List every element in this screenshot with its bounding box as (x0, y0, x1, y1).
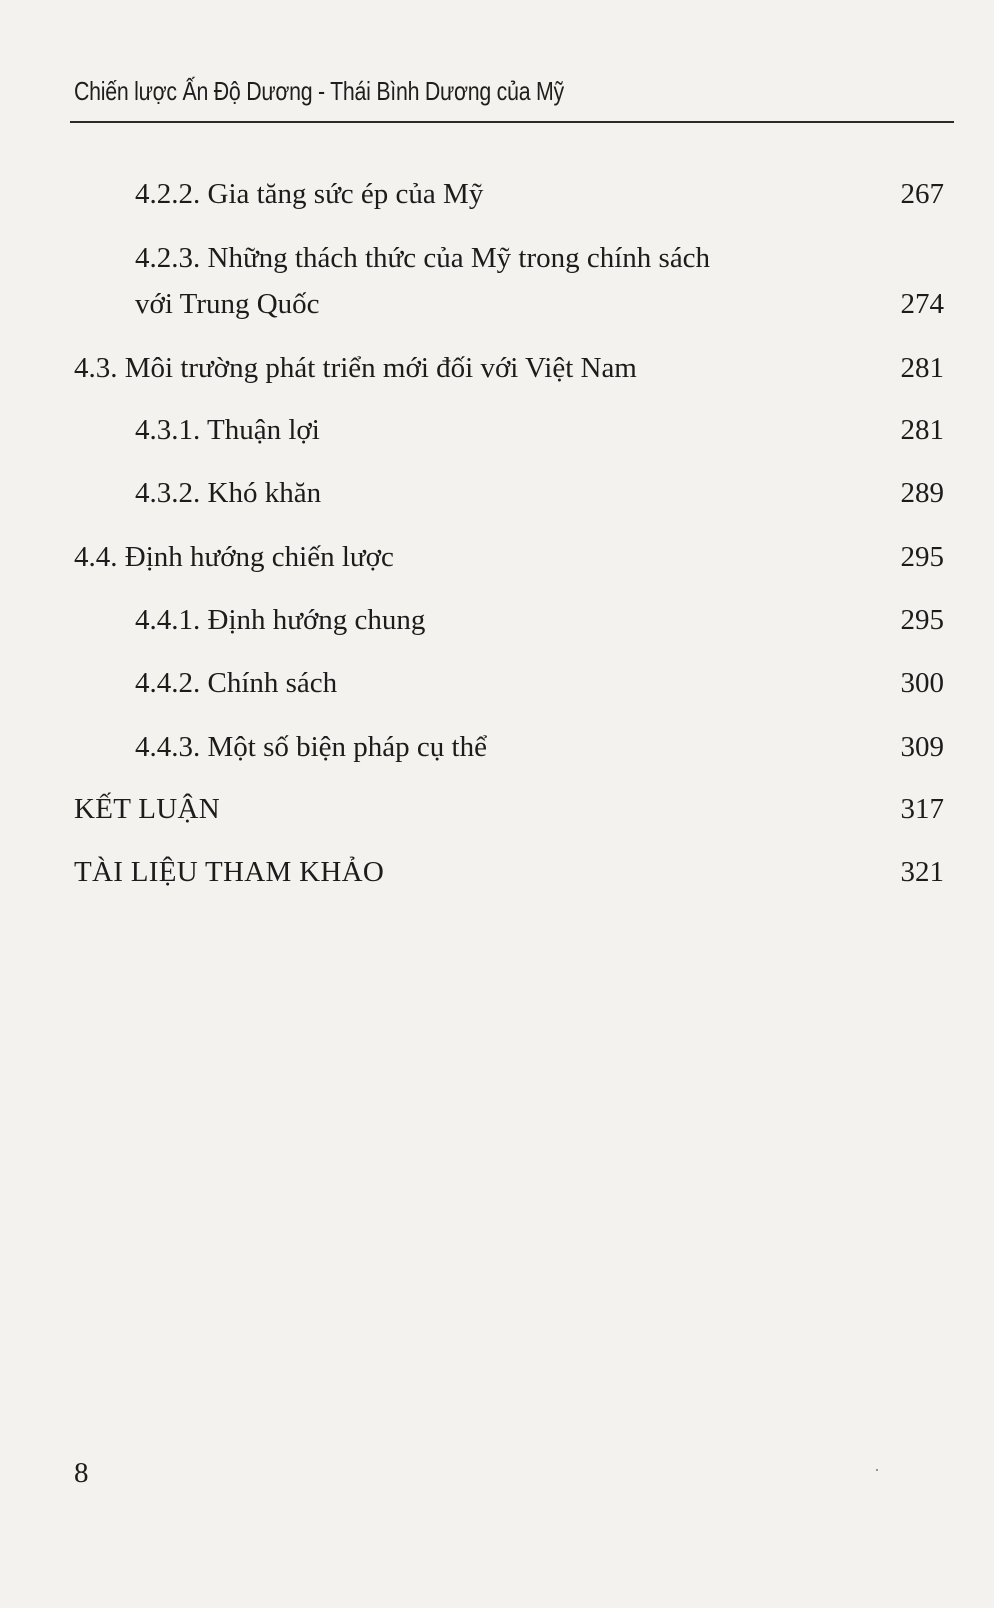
toc-entry-title: Những thách thức của Mỹ trong chính sách (207, 242, 711, 274)
toc-entry-references: TÀI LIỆU THAM KHẢO (74, 856, 385, 888)
toc-entry-title: Định hướng chung (207, 604, 426, 636)
paper-speck (876, 1469, 878, 1471)
toc-entry-page: 317 (900, 793, 944, 825)
toc-entry-title: Gia tăng sức ép của Mỹ (207, 178, 484, 210)
toc-entry-title: Định hướng chiến lược (124, 541, 394, 573)
toc-entry-4-4-1 (135, 603, 425, 637)
toc-entry-page: 295 (900, 541, 944, 573)
toc-entry-title: Thuận lợi (206, 414, 320, 446)
toc-entry-number: 4.2.2. (135, 178, 201, 210)
toc-entry-4-4-2 (135, 666, 337, 700)
toc-entry-4-3-2 (135, 476, 321, 510)
toc-entry-number: 4.3.1. (135, 414, 201, 446)
header-divider (70, 121, 954, 123)
toc-entry-4-4 (74, 540, 394, 574)
toc-entry-page: 281 (900, 414, 944, 446)
toc-entry-title: Một số biện pháp cụ thể (207, 731, 487, 763)
toc-entry-number: 4.4.1. (135, 604, 201, 636)
running-header: Chiến lược Ấn Độ Dương - Thái Bình Dương của Mỹ (74, 76, 564, 106)
toc-entry-4-2-3-continued: với Trung Quốc (135, 288, 320, 320)
toc-entry-4-3 (74, 351, 637, 385)
toc-entry-title: Môi trường phát triển mới đối với Việt Nam (124, 352, 637, 384)
toc-entry-4-2-3 (135, 241, 710, 275)
toc-entry-number: 4.4.2. (135, 667, 201, 699)
toc-entry-number: 4.4. (74, 541, 118, 573)
toc-entry-page: 274 (900, 288, 944, 320)
toc-entry-4-3-1 (135, 413, 320, 447)
toc-entry-title: Chính sách (207, 667, 338, 699)
toc-entry-page: 267 (900, 178, 944, 210)
toc-entry-page: 321 (900, 856, 944, 888)
toc-entry-page: 309 (900, 731, 944, 763)
toc-entry-page: 289 (900, 477, 944, 509)
page-number: 8 (74, 1457, 89, 1489)
toc-entry-page: 295 (900, 604, 944, 636)
toc-entry-number: 4.2.3. (135, 242, 201, 274)
toc-entry-page: 300 (900, 667, 944, 699)
toc-entry-4-2-2 (135, 177, 483, 211)
toc-entry-conclusion: KẾT LUẬN (74, 793, 221, 825)
toc-entry-page: 281 (900, 352, 944, 384)
toc-entry-number: 4.3.2. (135, 477, 201, 509)
toc-entry-number: 4.3. (74, 352, 118, 384)
toc-entry-title: Khó khăn (207, 477, 322, 509)
toc-entry-4-4-3 (135, 730, 487, 764)
toc-entry-number: 4.4.3. (135, 731, 201, 763)
